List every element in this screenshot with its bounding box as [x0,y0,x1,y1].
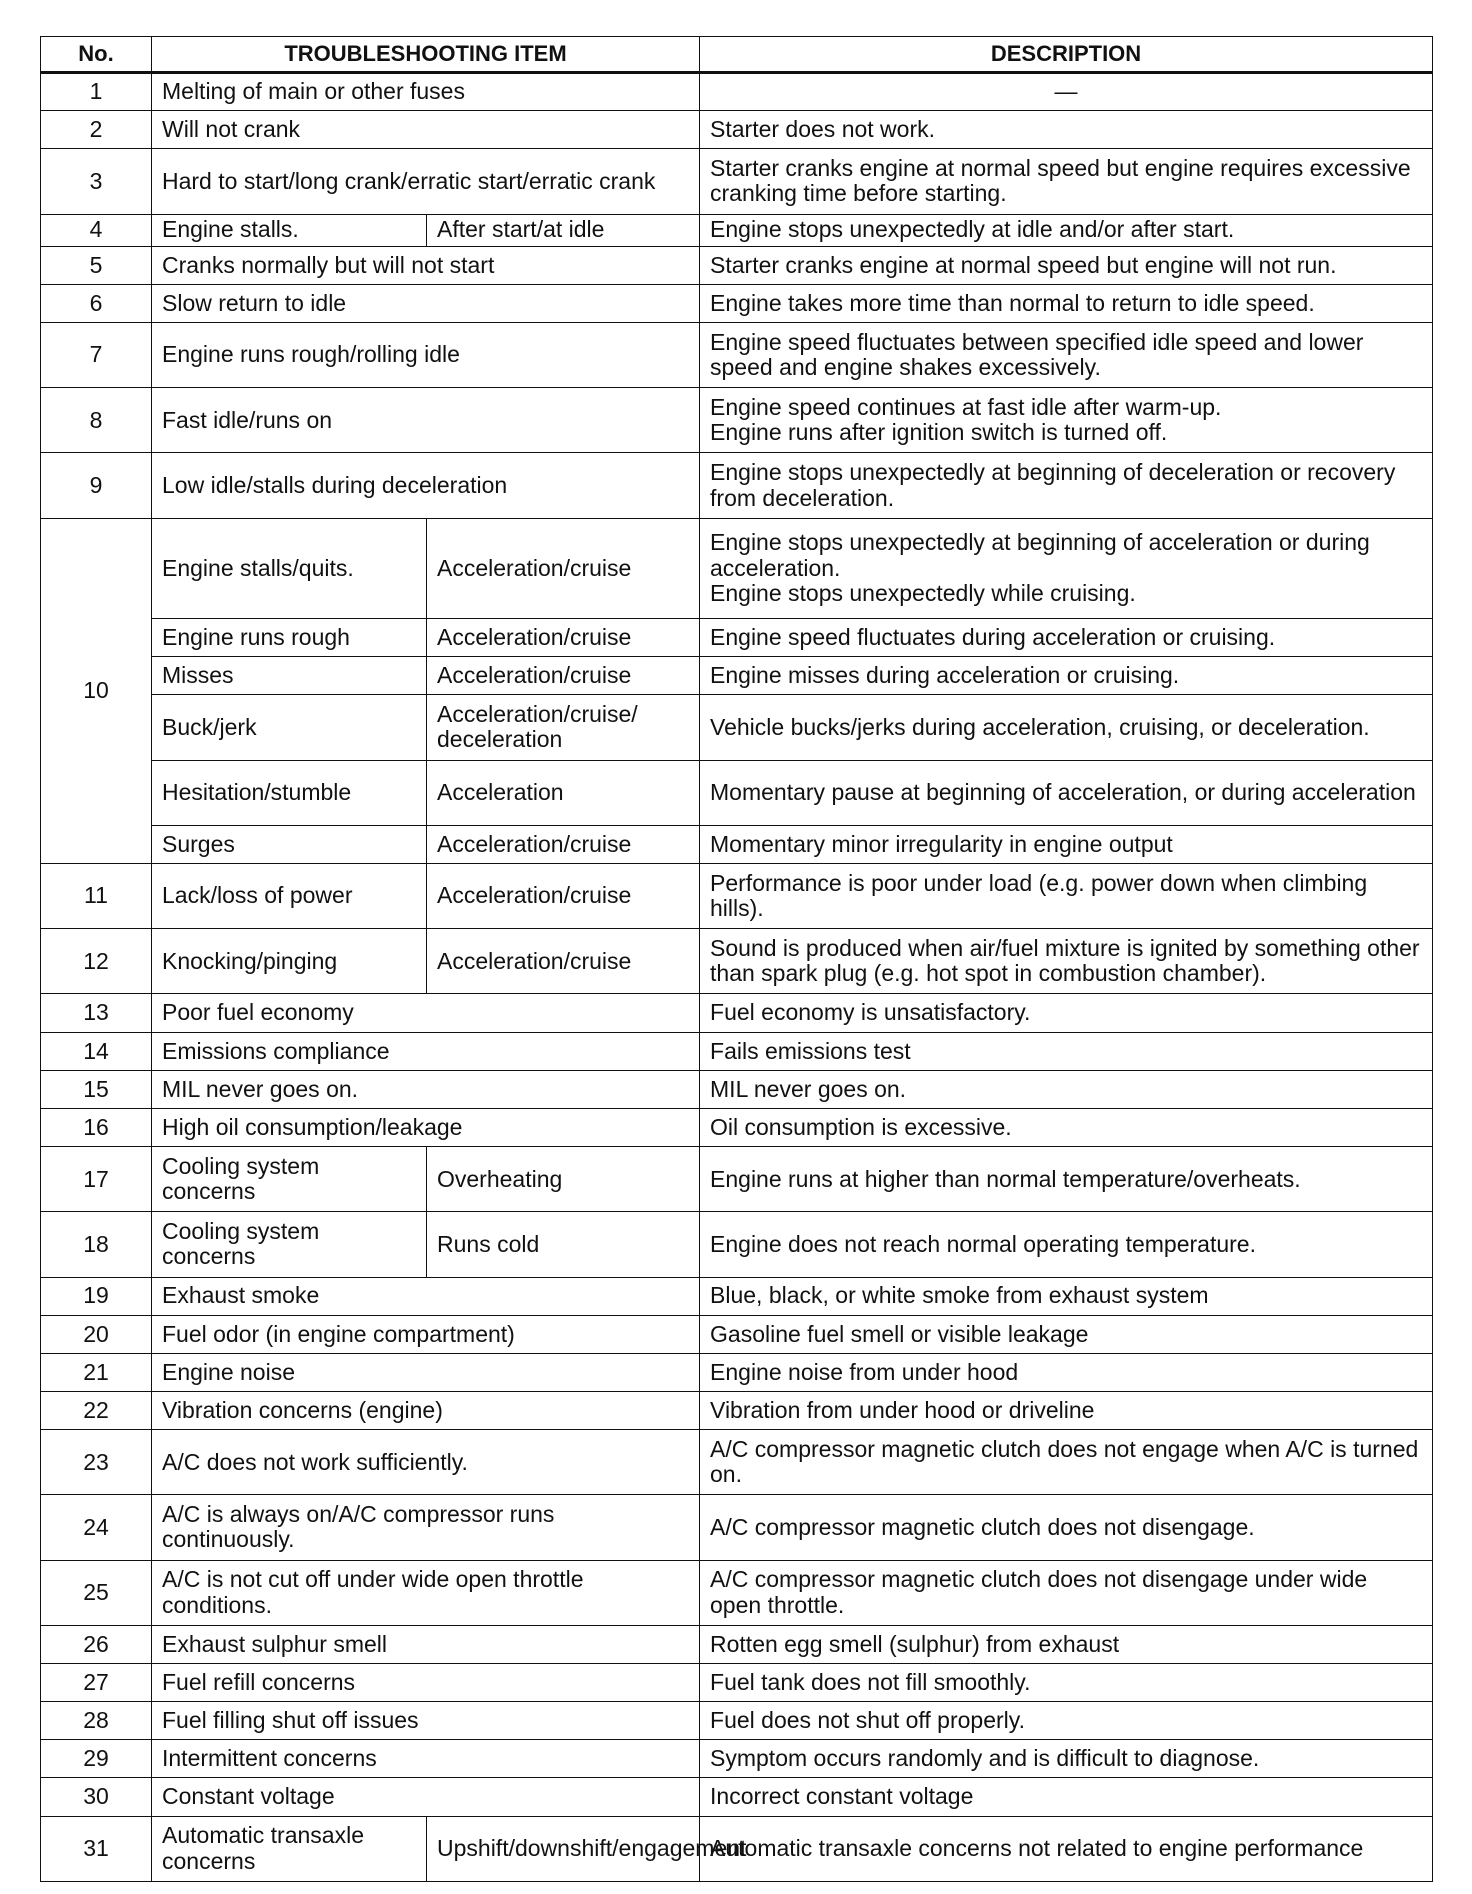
row-number: 22 [41,1391,152,1429]
troubleshooting-item: Slow return to idle [152,284,700,322]
troubleshooting-item: A/C is always on/A/C compressor runs continuously. [152,1495,700,1560]
description-line: Engine runs after ignition switch is turned off. [710,419,1168,446]
troubleshooting-item: Knocking/pinging [152,929,427,994]
header-row [41,37,1433,73]
troubleshooting-item: A/C is not cut off under wide open throttle conditions. [152,1560,700,1625]
table-row [41,453,1433,518]
troubleshooting-item: Engine runs rough/rolling idle [152,322,700,387]
troubleshooting-item: Fast idle/runs on [152,388,700,453]
table-row [41,246,1433,284]
troubleshooting-item: Engine noise [152,1353,700,1391]
description [700,388,1433,453]
description: Momentary pause at beginning of acceleration, or during acceleration [700,760,1433,825]
description: Engine does not reach normal operating temperature. [700,1212,1433,1277]
table-row [41,1625,1433,1663]
troubleshooting-table [40,36,1433,1882]
description: MIL never goes on. [700,1070,1433,1108]
table-row [41,863,1433,928]
description: Sound is produced when air/fuel mixture is ignited by something other than spark plug (e.g. hot spot in combustion chamber). [700,929,1433,994]
row-number: 9 [41,453,152,518]
condition: Acceleration/cruise [427,657,700,695]
row-number: 26 [41,1625,152,1663]
table-row [41,760,1433,825]
table-row [41,111,1433,149]
table-row [41,825,1433,863]
description-line: Engine speed continues at fast idle after warm-up. [710,394,1222,420]
troubleshooting-item: Misses [152,657,427,695]
row-number: 4 [41,214,152,246]
table-row [41,1353,1433,1391]
troubleshooting-item: Cooling system concerns [152,1212,427,1277]
table-row [41,1816,1433,1881]
condition: Acceleration/cruise [427,929,700,994]
row-number: 21 [41,1353,152,1391]
description: Incorrect constant voltage [700,1778,1433,1816]
header-troubleshooting-item: TROUBLESHOOTING ITEM [152,37,700,73]
table-row [41,695,1433,760]
troubleshooting-item: Cranks normally but will not start [152,246,700,284]
description: Gasoline fuel smell or visible leakage [700,1315,1433,1353]
row-number: 18 [41,1212,152,1277]
troubleshooting-item: Vibration concerns (engine) [152,1391,700,1429]
row-number: 6 [41,284,152,322]
troubleshooting-item: Fuel refill concerns [152,1663,700,1701]
row-number: 5 [41,246,152,284]
condition: Acceleration/cruise [427,619,700,657]
row-number: 31 [41,1816,152,1881]
table-row [41,1778,1433,1816]
description: Starter does not work. [700,111,1433,149]
description: A/C compressor magnetic clutch does not disengage. [700,1495,1433,1560]
table-row [41,1663,1433,1701]
table-row [41,1212,1433,1277]
troubleshooting-item: Intermittent concerns [152,1740,700,1778]
description: Symptom occurs randomly and is difficult to diagnose. [700,1740,1433,1778]
description: Engine runs at higher than normal temperature/overheats. [700,1147,1433,1212]
condition: Acceleration/cruise/ deceleration [427,695,700,760]
troubleshooting-item: Fuel odor (in engine compartment) [152,1315,700,1353]
condition: After start/at idle [427,214,700,246]
troubleshooting-item: Exhaust sulphur smell [152,1625,700,1663]
table-row [41,1391,1433,1429]
troubleshooting-item: Will not crank [152,111,700,149]
troubleshooting-item: Buck/jerk [152,695,427,760]
row-number: 8 [41,388,152,453]
row-number: 14 [41,1032,152,1070]
table-row [41,1108,1433,1146]
description: Fails emissions test [700,1032,1433,1070]
table-row [41,619,1433,657]
description [700,518,1433,618]
table-row [41,1702,1433,1740]
troubleshooting-item: MIL never goes on. [152,1070,700,1108]
table-row [41,1740,1433,1778]
troubleshooting-item: A/C does not work sufficiently. [152,1430,700,1495]
description: Vibration from under hood or driveline [700,1391,1433,1429]
troubleshooting-item: Exhaust smoke [152,1277,700,1315]
description: Blue, black, or white smoke from exhaust system [700,1277,1433,1315]
description: Performance is poor under load (e.g. power down when climbing hills). [700,863,1433,928]
row-number: 12 [41,929,152,994]
description: A/C compressor magnetic clutch does not engage when A/C is turned on. [700,1430,1433,1495]
table-row [41,1070,1433,1108]
table-row [41,1277,1433,1315]
row-number: 27 [41,1663,152,1701]
description: Rotten egg smell (sulphur) from exhaust [700,1625,1433,1663]
table-row [41,657,1433,695]
row-number: 11 [41,863,152,928]
table-row [41,284,1433,322]
description: Engine takes more time than normal to return to idle speed. [700,284,1433,322]
table-row [41,388,1433,453]
row-number: 10 [41,518,152,863]
troubleshooting-item: Cooling system concerns [152,1147,427,1212]
table-row [41,1315,1433,1353]
condition: Runs cold [427,1212,700,1277]
condition: Acceleration/cruise [427,518,700,618]
troubleshooting-item: Engine runs rough [152,619,427,657]
table-row [41,1430,1433,1495]
troubleshooting-item: Hesitation/stumble [152,760,427,825]
troubleshooting-item: Engine stalls. [152,214,427,246]
table-row [41,1495,1433,1560]
table-row [41,1560,1433,1625]
row-number: 15 [41,1070,152,1108]
troubleshooting-item: Automatic transaxle concerns [152,1816,427,1881]
row-number: 17 [41,1147,152,1212]
condition: Acceleration/cruise [427,825,700,863]
troubleshooting-item: Emissions compliance [152,1032,700,1070]
troubleshooting-item: Low idle/stalls during deceleration [152,453,700,518]
description: Starter cranks engine at normal speed but engine requires excessive cranking time before starting. [700,149,1433,214]
troubleshooting-item: Surges [152,825,427,863]
description: Engine speed fluctuates between specified idle speed and lower speed and engine shakes excessively. [700,322,1433,387]
header-no: No. [41,37,152,73]
description: Engine stops unexpectedly at beginning of deceleration or recovery from deceleration. [700,453,1433,518]
row-number: 29 [41,1740,152,1778]
description: A/C compressor magnetic clutch does not disengage under wide open throttle. [700,1560,1433,1625]
condition: Acceleration/cruise [427,863,700,928]
description: Engine noise from under hood [700,1353,1433,1391]
description-line: Engine stops unexpectedly at beginning of acceleration or during acceleration. [710,529,1370,581]
row-number: 24 [41,1495,152,1560]
row-number: 2 [41,111,152,149]
table-row [41,929,1433,994]
table-row [41,322,1433,387]
table-row [41,1147,1433,1212]
description: — [700,73,1433,111]
row-number: 7 [41,322,152,387]
row-number: 23 [41,1430,152,1495]
condition: Upshift/downshift/engagement [427,1816,700,1881]
condition: Acceleration [427,760,700,825]
troubleshooting-item: Lack/loss of power [152,863,427,928]
table-row [41,214,1433,246]
table-row [41,73,1433,111]
table-row [41,518,1433,618]
row-number: 1 [41,73,152,111]
description: Engine misses during acceleration or cruising. [700,657,1433,695]
description: Automatic transaxle concerns not related to engine performance [700,1816,1433,1881]
table-row [41,1032,1433,1070]
description-line: Engine stops unexpectedly while cruising. [710,580,1136,606]
troubleshooting-item: Engine stalls/quits. [152,518,427,618]
row-number: 19 [41,1277,152,1315]
row-number: 25 [41,1560,152,1625]
description: Momentary minor irregularity in engine output [700,825,1433,863]
troubleshooting-item: Fuel filling shut off issues [152,1702,700,1740]
troubleshooting-item: Hard to start/long crank/erratic start/erratic crank [152,149,700,214]
description: Fuel tank does not fill smoothly. [700,1663,1433,1701]
row-number: 28 [41,1702,152,1740]
description: Fuel does not shut off properly. [700,1702,1433,1740]
troubleshooting-item: Melting of main or other fuses [152,73,700,111]
row-number: 3 [41,149,152,214]
description: Fuel economy is unsatisfactory. [700,994,1433,1032]
table-body [41,73,1433,1882]
row-number: 20 [41,1315,152,1353]
header-description: DESCRIPTION [700,37,1433,73]
description: Engine speed fluctuates during acceleration or cruising. [700,619,1433,657]
condition: Overheating [427,1147,700,1212]
table-row [41,994,1433,1032]
row-number: 16 [41,1108,152,1146]
row-number: 13 [41,994,152,1032]
description: Oil consumption is excessive. [700,1108,1433,1146]
row-number: 30 [41,1778,152,1816]
troubleshooting-item: High oil consumption/leakage [152,1108,700,1146]
troubleshooting-item: Constant voltage [152,1778,700,1816]
description: Engine stops unexpectedly at idle and/or after start. [700,214,1433,246]
table-row [41,149,1433,214]
description: Vehicle bucks/jerks during acceleration, cruising, or deceleration. [700,695,1433,760]
troubleshooting-item: Poor fuel economy [152,994,700,1032]
description: Starter cranks engine at normal speed but engine will not run. [700,246,1433,284]
